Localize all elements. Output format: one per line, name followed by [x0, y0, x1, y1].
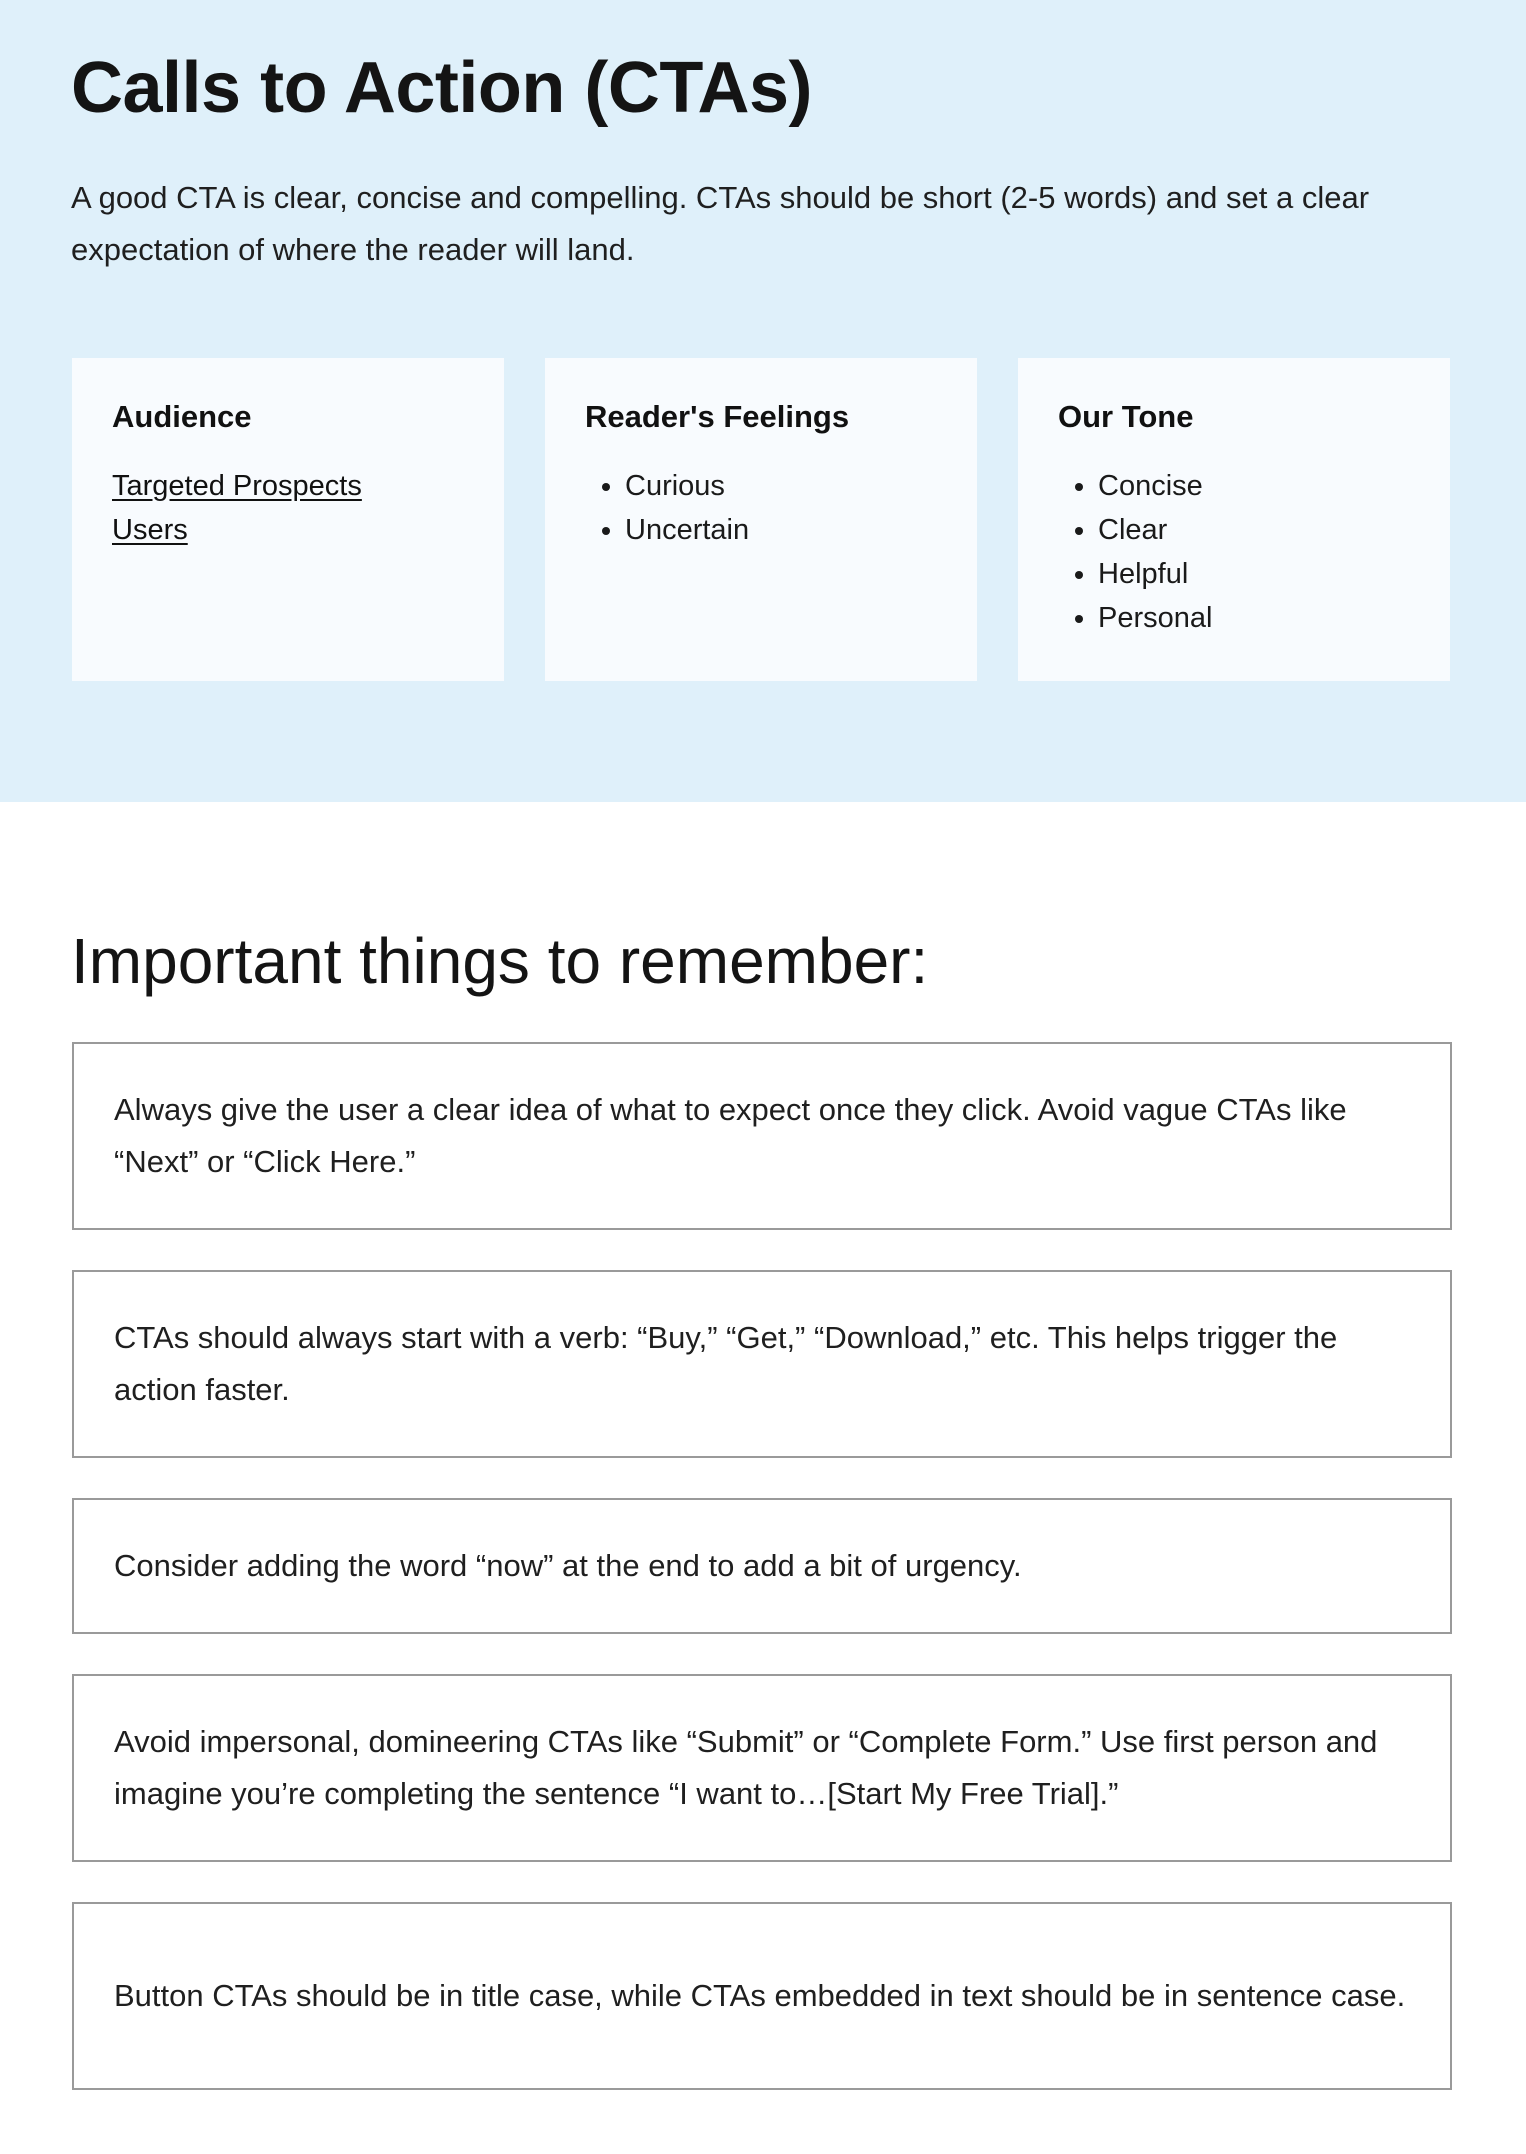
- list-item: • Clear: [1098, 508, 1410, 552]
- audience-link-users[interactable]: Users: [112, 514, 188, 546]
- our-tone-card: [1018, 358, 1450, 681]
- list-item: • Helpful: [1098, 552, 1410, 596]
- tip-text: Always give the user a clear idea of what to expect once they click. Avoid vague CTAs like “Next” or “Click Here.”: [114, 1092, 1347, 1179]
- tip-box: [72, 1270, 1452, 1458]
- page-title: Calls to Action (CTAs): [71, 48, 812, 128]
- tip-text: Button CTAs should be in title case, while CTAs embedded in text should be in sentence case.: [114, 1978, 1406, 2013]
- list-item: • Personal: [1098, 596, 1410, 640]
- our-tone-card-title: Our Tone: [1058, 399, 1194, 434]
- list-item: • Curious: [625, 464, 937, 508]
- readers-feelings-card-title: Reader's Feelings: [585, 399, 850, 434]
- audience-card: [72, 358, 504, 681]
- tip-text: Consider adding the word “now” at the end to add a bit of urgency.: [114, 1548, 1022, 1583]
- tone-list: [1058, 464, 1410, 640]
- tip-text: CTAs should always start with a verb: “Buy,” “Get,” “Download,” etc. This helps trigger the action faster.: [114, 1320, 1338, 1407]
- readers-feelings-card: [545, 358, 977, 681]
- audience-card-title: Audience: [112, 399, 252, 434]
- tip-box: [72, 1902, 1452, 2090]
- audience-links: [112, 464, 464, 552]
- intro-text: A good CTA is clear, concise and compelling. CTAs should be short (2-5 words) and set a clear expectation of where the reader will land.: [71, 180, 1370, 267]
- tip-box: [72, 1674, 1452, 1862]
- tip-box: [72, 1042, 1452, 1230]
- list-item: • Concise: [1098, 464, 1410, 508]
- tip-box: [72, 1498, 1452, 1634]
- list-item: • Uncertain: [625, 508, 937, 552]
- tip-text: Avoid impersonal, domineering CTAs like “Submit” or “Complete Form.” Use first person and imagine you’re completing the sentence “I want to…[Start My Free Trial].”: [114, 1724, 1378, 1811]
- section-title: Important things to remember:: [71, 925, 929, 997]
- audience-link-targeted-prospects[interactable]: Targeted Prospects: [112, 470, 362, 502]
- feelings-list: [585, 464, 937, 552]
- hero-section: [0, 0, 1526, 802]
